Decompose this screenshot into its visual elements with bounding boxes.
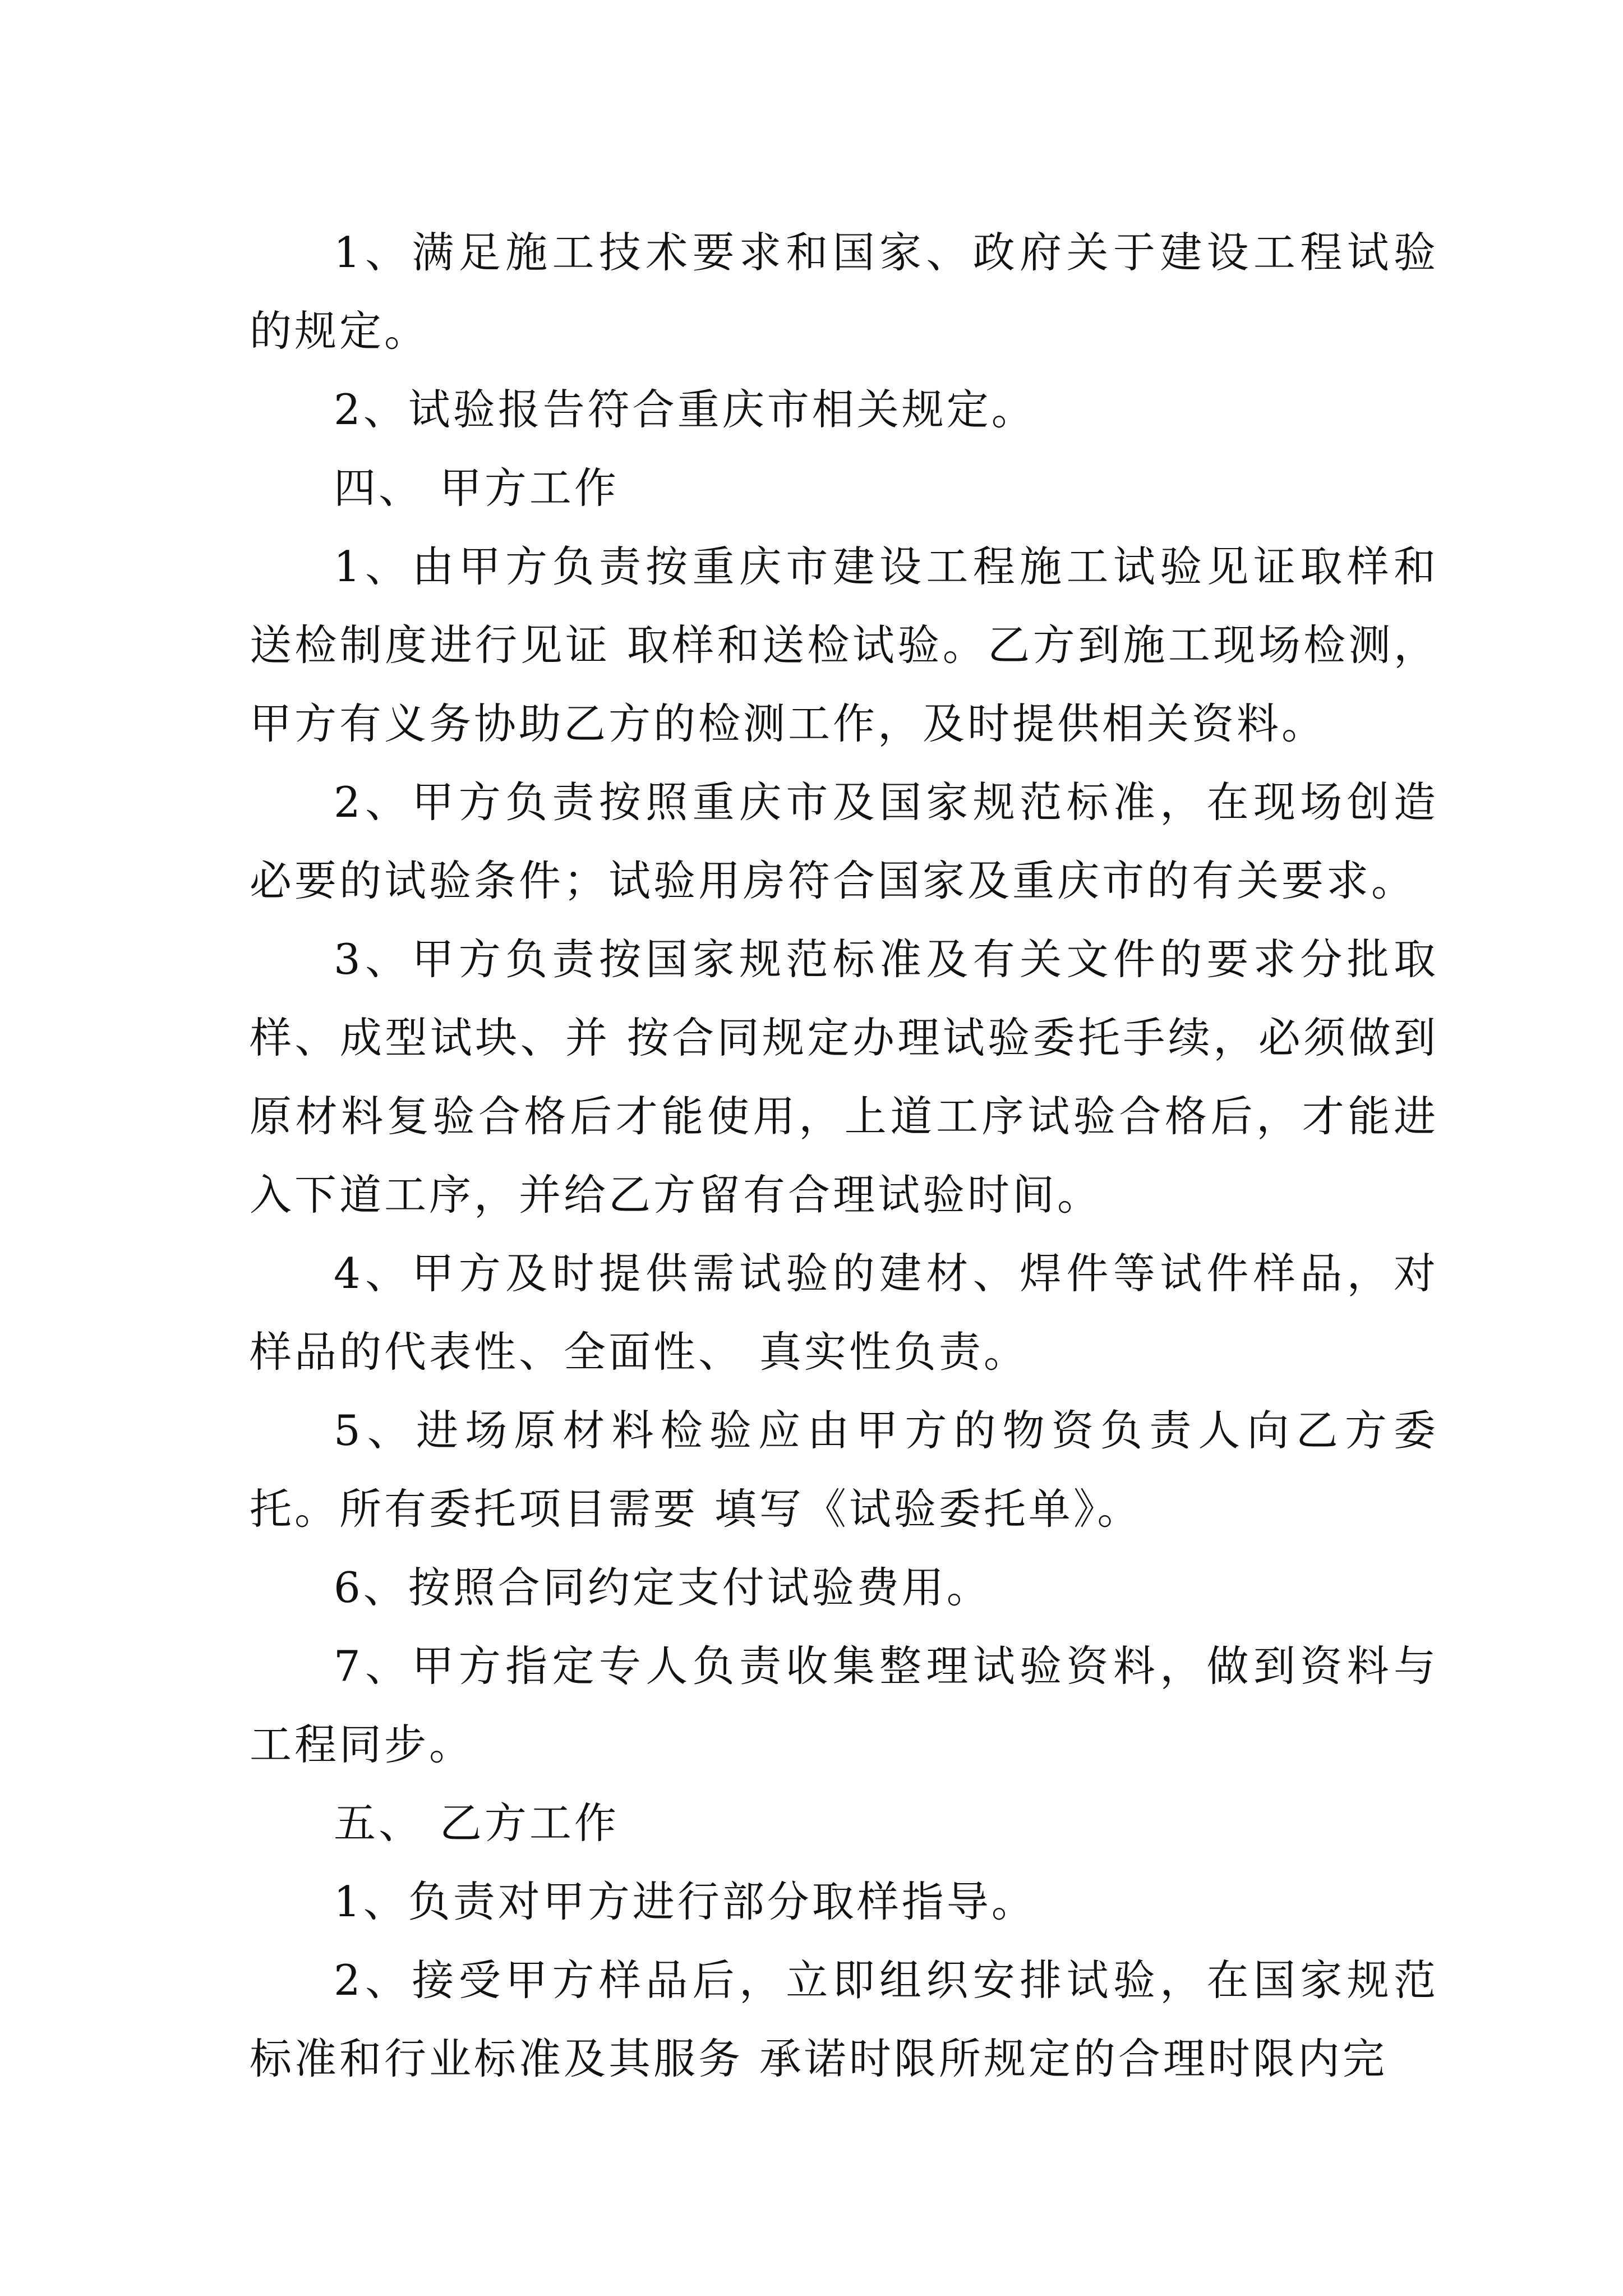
paragraph-requirements-1: 1、满足施工技术要求和国家、政府关于建设工程试验的规定。 (250, 228, 1438, 356)
paragraph-party-a-4: 4、甲方及时提供需试验的建材、焊件等试件样品，对样品的代表性、全面性、 真实性负责。 (250, 1249, 1438, 1377)
paragraph-party-a-6: 6、按照合同约定支付试验费用。 (334, 1563, 992, 1612)
section-heading-party-a: 四、 甲方工作 (334, 463, 619, 513)
section-heading-party-b: 五、 乙方工作 (334, 1798, 619, 1848)
document-body (250, 213, 1438, 2098)
paragraph-party-a-2: 2、甲方负责按照重庆市及国家规范标准，在现场创造必要的试验条件；试验用房符合国家及重庆市的有关要求。 (250, 777, 1438, 905)
paragraph-party-b-1: 1、负责对甲方进行部分取样指导。 (334, 1877, 1036, 1926)
paragraph-party-a-5: 5、进场原材料检验应由甲方的物资负责人向乙方委托。所有委托项目需要 填写《试验委托单》。 (250, 1406, 1438, 1534)
paragraph-requirements-2: 2、试验报告符合重庆市相关规定。 (334, 385, 1036, 434)
paragraph-party-b-2: 2、接受甲方样品后，立即组织安排试验，在国家规范标准和行业标准及其服务 承诺时限所规定的合理时限内完 (250, 1955, 1438, 2083)
paragraph-party-a-7: 7、甲方指定专人负责收集整理试验资料，做到资料与工程同步。 (250, 1641, 1438, 1769)
paragraph-party-a-3: 3、甲方负责按国家规范标准及有关文件的要求分批取样、成型试块、并 按合同规定办理试验委托手续，必须做到原材料复验合格后才能使用，上道工序试验合格后，才能进入下道工序，并给乙方留有合理试验时间。 (250, 935, 1438, 1220)
paragraph-party-a-1: 1、由甲方负责按重庆市建设工程施工试验见证取样和送检制度进行见证 取样和送检试验。乙方到施工现场检测，甲方有义务协助乙方的检测工作，及时提供相关资料。 (250, 542, 1438, 748)
